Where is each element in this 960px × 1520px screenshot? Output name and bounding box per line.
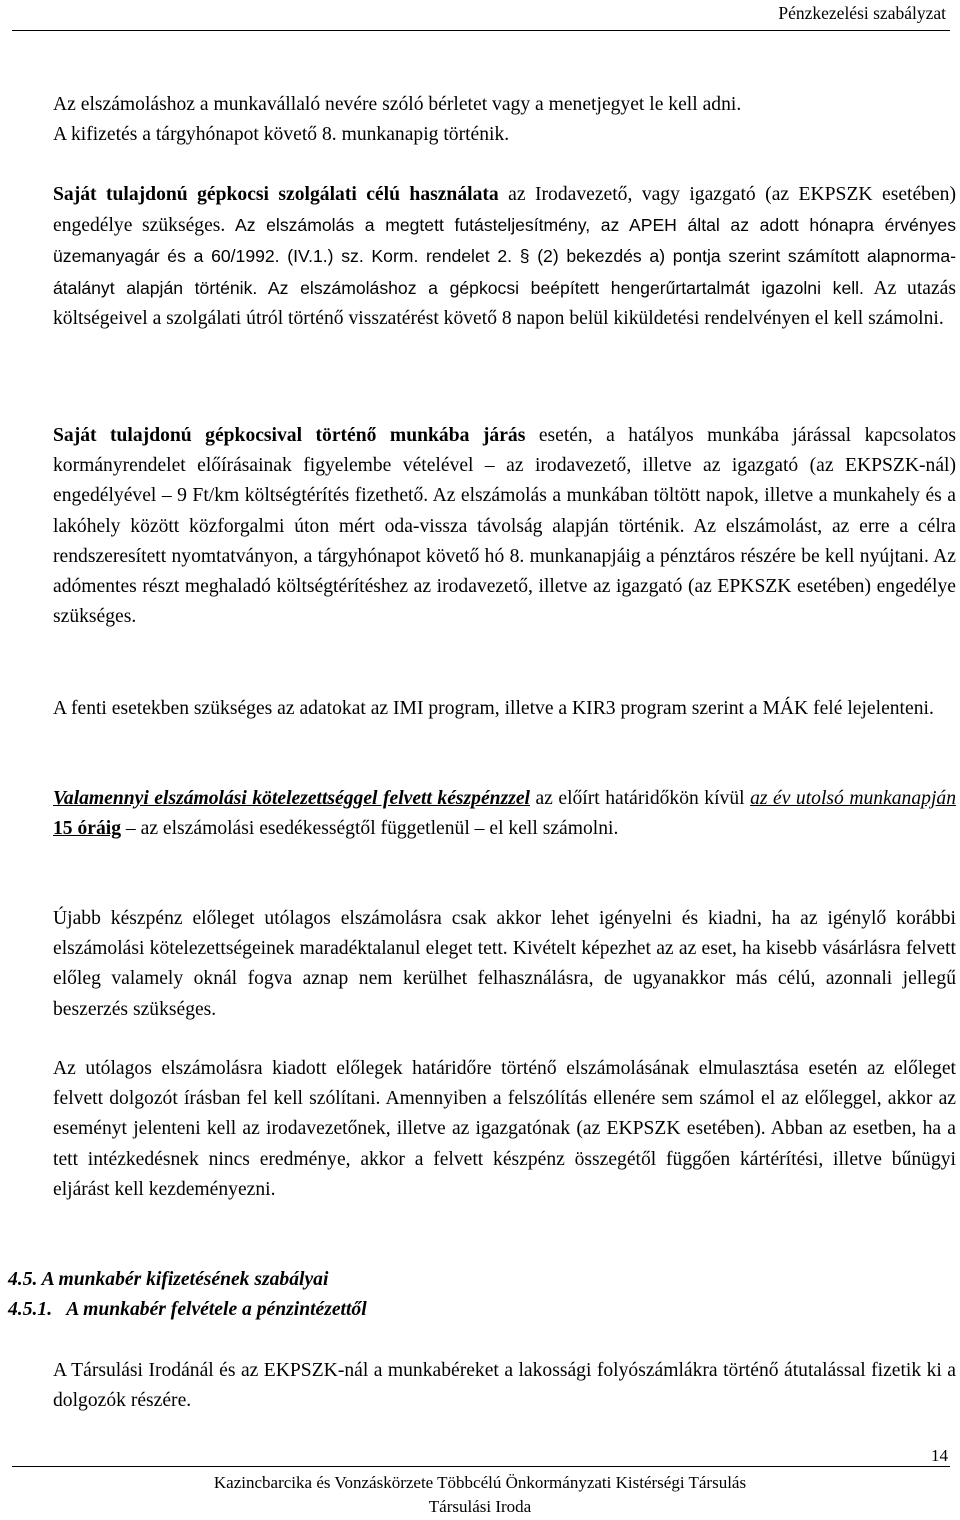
- paragraph-year-end-settlement: [53, 784, 956, 844]
- footer-organization: Kazincbarcika és Vonzáskörzete Többcélú Önkormányzati Kistérségi Társulás: [213, 1473, 747, 1492]
- paragraph-text: Újabb készpénz előleget utólagos elszámolásra csak akkor lehet igényelni és kiadni, ha az igénylő korábbi elszámolási kötelezettségeinek maradéktalanul eleget tett. Kivételt képezhet az az eset, ha kisebb vásárlásra felvett előleg valamely oknál fogva aznap nem kerülhet felhasználásra, de ugyanakkor más célú, azonnali jellegű beszerzés szükséges.: [53, 908, 956, 1020]
- emphasis-bold: Saját tulajdonú gépkocsival történő munkába járás: [53, 425, 526, 446]
- emphasis-bold: Saját tulajdonú gépkocsi szolgálati célú használata: [53, 184, 499, 205]
- emphasis-bold-italic: Valamennyi elszámolási kötelezettséggel felvett készpénzzel: [53, 788, 530, 809]
- paragraph-text: az Irodavezető, vagy igazgató (az EKPSZK esetében) engedélye szükséges.: [53, 184, 956, 237]
- paragraph-private-car-commute: [53, 421, 956, 632]
- paragraph-pass-settlement: [53, 90, 956, 150]
- section-title: A munkabér kifizetésének szabályai: [41, 1269, 329, 1290]
- footer-office: Társulási Iroda: [428, 1497, 532, 1516]
- section-number: 4.5.1.: [8, 1299, 53, 1320]
- section-heading-4-5-1: [8, 1297, 367, 1323]
- section-title: A munkabér felvétele a pénzintézettől: [66, 1299, 367, 1320]
- page-number: 14: [931, 1446, 948, 1465]
- paragraph-text: esetén, a hatályos munkába járással kapcsolatos kormányrendelet előírásainak figyelembe vételével – az irodavezető, illetve az igazgató (az EKPSZK-nál) engedélyével – 9 Ft/km költségtérítés fizethető. Az elszámolás a munkában töltött napok, illetve a munkahely és a lakóhely között közforgalmi úton mért oda-vissza távolság alapján történik. Az elszámolást, az erre a célra rendszeresített nyomtatványon, a tárgyhónapot követő hó 8. munkanapjáig a pénztáros részére be kell nyújtani. Az adómentes részt meghaladó költségtérítéshez az irodavezető, illetve az igazgató (az EPKSZK esetében) engedélye szükséges.: [53, 425, 956, 628]
- paragraph-text: Az utólagos elszámolásra kiadott előlegek határidőre történő elszámolásának elmulasztása esetén az előleget felvett dolgozót írásban fel kell szólítani. Amennyiben a felszólítás ellenére sem számol el az előleggel, akkor az eseményt jelenteni kell az irodavezetőnek, illetve az igazgatónak (az EKPSZK esetében). Abban az esetben, ha a tett intézkedésnek nincs eredménye, akkor a felvett készpénz összegétől függően kártérítési, illetve bűnügyi eljárást kell kezdeményezni.: [53, 1058, 956, 1200]
- paragraph-text: A Társulási Irodánál és az EKPSZK-nál a munkabéreket a lakossági folyószámlákra történő átutalással fizetik ki a dolgozók részére.: [53, 1360, 956, 1412]
- paragraph-line: A kifizetés a tárgyhónapot követő 8. munkanapig történik.: [53, 124, 510, 146]
- page-footer: [0, 1471, 960, 1519]
- paragraph-private-car-official: [53, 180, 956, 334]
- paragraph-reporting: [53, 694, 956, 724]
- paragraph-overdue-advance: [53, 1054, 956, 1205]
- paragraph-text: – az elszámolási esedékességtől függetlenül – el kell számolni.: [121, 818, 619, 840]
- paragraph-new-advance: [53, 904, 956, 1025]
- paragraph-text: Az utazás költségeivel a szolgálati útról történő visszatérést követő 8 napon belül kiküldetési rendelvényen el kell számolni.: [53, 277, 956, 329]
- page-header: [0, 0, 960, 34]
- section-number: 4.5.: [8, 1269, 38, 1290]
- header-divider: [12, 30, 950, 31]
- paragraph-text: az előírt határidőkön kívül: [529, 788, 751, 809]
- paragraph-line: Az elszámoláshoz a munkavállaló nevére szóló bérletet vagy a menetjegyet le kell adni.: [53, 94, 742, 115]
- emphasis-italic-underlined: az év utolsó munkanapján: [750, 788, 956, 809]
- header-title: Pénzkezelési szabályzat: [778, 3, 946, 23]
- paragraph-text: A fenti esetekben szükséges az adatokat az IMI program, illetve a KIR3 program szerint a MÁK felé lejelenteni.: [53, 698, 934, 719]
- paragraph-salary-transfer: [53, 1356, 956, 1416]
- section-heading-4-5: [8, 1267, 328, 1293]
- emphasis-bold-underlined: 15 óráig: [53, 818, 122, 840]
- footer-divider: [12, 1466, 950, 1467]
- paragraph-text-sans: Az elszámolás a megtett futásteljesítmény, az APEH által az adott hónapra érvényes üzemanyagár és a 60/1992. (IV.1.) sz. Korm. rendelet 2. § (2) bekezdés a) pontja szerint számított alapnorma-átalányt alapján történik. Az elszámoláshoz a gépkocsi beépített hengerűrtartalmát igazolni kell.: [53, 215, 956, 298]
